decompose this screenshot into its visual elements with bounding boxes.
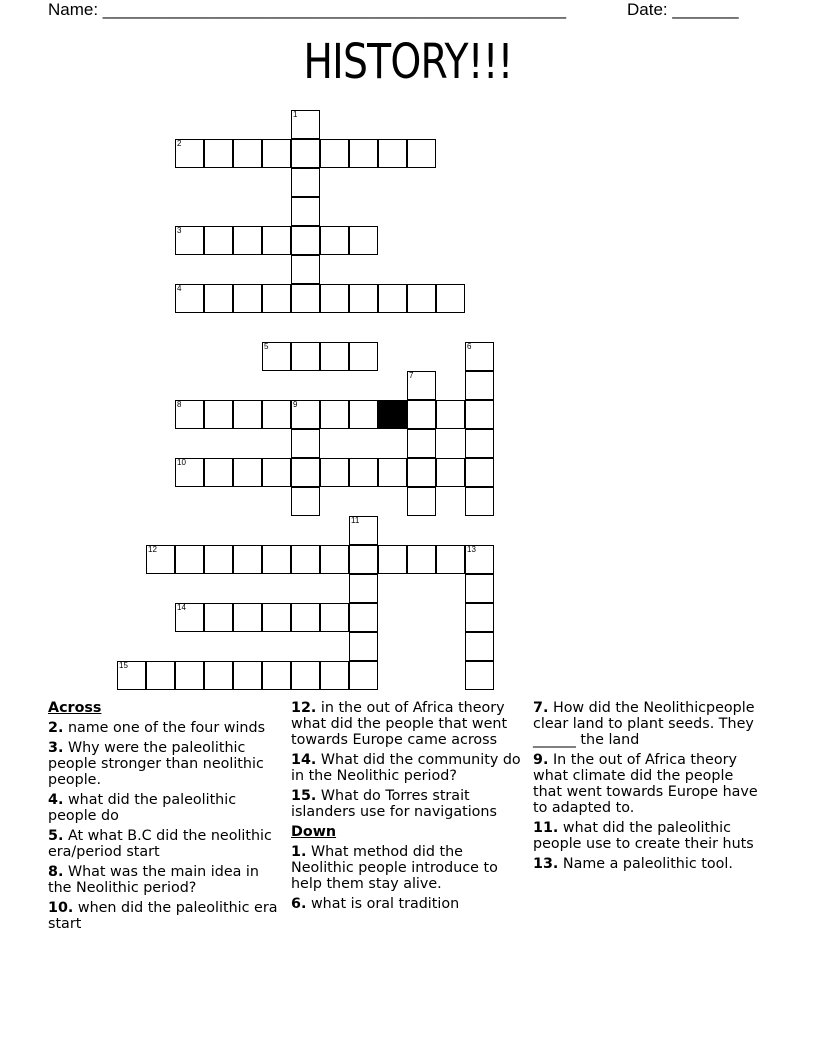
answer-cell[interactable]: [291, 487, 320, 516]
answer-cell[interactable]: [349, 574, 378, 603]
cell-number: 9: [293, 400, 298, 409]
answer-cell[interactable]: [349, 139, 378, 168]
answer-cell[interactable]: [204, 226, 233, 255]
answer-cell[interactable]: [204, 545, 233, 574]
answer-cell[interactable]: [349, 458, 378, 487]
cell-number: 1: [293, 110, 298, 119]
answer-cell[interactable]: [291, 139, 320, 168]
answer-cell[interactable]: [175, 545, 204, 574]
answer-cell[interactable]: [465, 371, 494, 400]
answer-cell[interactable]: [204, 603, 233, 632]
cell-number: 7: [409, 371, 414, 380]
answer-cell[interactable]: [349, 226, 378, 255]
answer-cell[interactable]: [320, 226, 349, 255]
clue-across-10: 10. when did the paleolithic era start: [48, 900, 278, 932]
answer-cell[interactable]: [407, 400, 436, 429]
answer-cell[interactable]: [465, 661, 494, 690]
answer-cell[interactable]: [291, 226, 320, 255]
answer-cell[interactable]: [320, 139, 349, 168]
answer-cell[interactable]: [291, 603, 320, 632]
answer-cell[interactable]: [175, 661, 204, 690]
clue-down-1: 1. What method did the Neolithic people introduce to help them stay alive.: [291, 844, 498, 892]
answer-cell[interactable]: [378, 458, 407, 487]
answer-cell[interactable]: [349, 284, 378, 313]
answer-cell[interactable]: [175, 226, 204, 255]
answer-cell[interactable]: [175, 458, 204, 487]
cell-number: 3: [177, 226, 182, 235]
answer-cell[interactable]: [233, 284, 262, 313]
answer-cell[interactable]: [407, 458, 436, 487]
clue-down-6: 6. what is oral tradition: [291, 896, 460, 912]
answer-cell[interactable]: [378, 545, 407, 574]
answer-cell[interactable]: [465, 574, 494, 603]
answer-cell[interactable]: [262, 603, 291, 632]
answer-cell[interactable]: [291, 342, 320, 371]
answer-cell[interactable]: [204, 139, 233, 168]
answer-cell[interactable]: [262, 284, 291, 313]
answer-cell[interactable]: [320, 400, 349, 429]
clue-across-5: 5. At what B.C did the neolithic era/period start: [48, 828, 272, 860]
answer-cell[interactable]: [291, 661, 320, 690]
answer-cell[interactable]: [320, 603, 349, 632]
answer-cell[interactable]: [233, 545, 262, 574]
clue-down-9: 9. In the out of Africa theory what climate did the people that went towards Europe have to adapted to.: [533, 752, 758, 816]
answer-cell[interactable]: [407, 371, 436, 400]
down-heading: Down: [291, 824, 337, 840]
clue-column-3: [533, 700, 763, 876]
answer-cell[interactable]: [465, 342, 494, 371]
cell-number: 11: [351, 516, 360, 525]
answer-cell[interactable]: [320, 458, 349, 487]
clue-column-2: [291, 700, 521, 916]
answer-cell[interactable]: [204, 458, 233, 487]
answer-cell[interactable]: [349, 545, 378, 574]
answer-cell[interactable]: [465, 545, 494, 574]
clue-across-12: 12. in the out of Africa theory what did the people that went towards Europe came across: [291, 700, 508, 748]
date-field-label: Date: _______: [627, 0, 739, 19]
cell-number: 13: [467, 545, 476, 554]
answer-cell[interactable]: [291, 429, 320, 458]
answer-cell[interactable]: [291, 197, 320, 226]
answer-cell[interactable]: [262, 400, 291, 429]
answer-cell[interactable]: [233, 139, 262, 168]
answer-cell[interactable]: [465, 458, 494, 487]
answer-cell[interactable]: [262, 545, 291, 574]
answer-cell[interactable]: [465, 400, 494, 429]
clue-across-3: 3. Why were the paleolithic people stronger than neolithic people.: [48, 740, 264, 788]
answer-cell[interactable]: [146, 661, 175, 690]
answer-cell[interactable]: [262, 458, 291, 487]
answer-cell[interactable]: [465, 632, 494, 661]
cell-number: 15: [119, 661, 128, 670]
clue-across-4: 4. what did the paleolithic people do: [48, 792, 237, 824]
answer-cell[interactable]: [378, 139, 407, 168]
answer-cell[interactable]: [349, 603, 378, 632]
clue-across-15: 15. What do Torres strait islanders use for navigations: [291, 788, 497, 820]
answer-cell[interactable]: [291, 284, 320, 313]
answer-cell[interactable]: [262, 226, 291, 255]
answer-cell[interactable]: [320, 284, 349, 313]
cell-number: 4: [177, 284, 182, 293]
answer-cell[interactable]: [204, 661, 233, 690]
answer-cell[interactable]: [349, 342, 378, 371]
answer-cell[interactable]: [291, 400, 320, 429]
clue-column-1: [48, 700, 278, 936]
cell-number: 10: [177, 458, 186, 467]
answer-cell[interactable]: [378, 284, 407, 313]
answer-cell[interactable]: [175, 284, 204, 313]
clue-across-14: 14. What did the community do in the Neolithic period?: [291, 752, 521, 784]
cell-number: 12: [148, 545, 157, 554]
answer-cell[interactable]: [204, 284, 233, 313]
answer-cell[interactable]: [407, 545, 436, 574]
answer-cell[interactable]: [262, 342, 291, 371]
answer-cell[interactable]: [291, 458, 320, 487]
answer-cell[interactable]: [117, 661, 146, 690]
answer-cell[interactable]: [262, 661, 291, 690]
clue-across-2: 2. name one of the four winds: [48, 720, 266, 736]
answer-cell[interactable]: [233, 603, 262, 632]
answer-cell[interactable]: [175, 139, 204, 168]
answer-cell[interactable]: [291, 110, 320, 139]
answer-cell[interactable]: [320, 545, 349, 574]
clue-across-8: 8. What was the main idea in the Neolithic period?: [48, 864, 259, 896]
answer-cell[interactable]: [233, 458, 262, 487]
answer-cell[interactable]: [407, 284, 436, 313]
black-square: [378, 400, 407, 429]
across-heading: Across: [48, 700, 102, 716]
answer-cell[interactable]: [349, 632, 378, 661]
answer-cell[interactable]: [320, 661, 349, 690]
cell-number: 14: [177, 603, 186, 612]
cell-number: 6: [467, 342, 472, 351]
answer-cell[interactable]: [262, 139, 291, 168]
cell-number: 2: [177, 139, 182, 148]
answer-cell[interactable]: [349, 661, 378, 690]
answer-cell[interactable]: [436, 284, 465, 313]
answer-cell[interactable]: [465, 487, 494, 516]
answer-cell[interactable]: [436, 458, 465, 487]
answer-cell[interactable]: [349, 400, 378, 429]
answer-cell[interactable]: [204, 400, 233, 429]
answer-cell[interactable]: [407, 139, 436, 168]
answer-cell[interactable]: [291, 168, 320, 197]
answer-cell[interactable]: [407, 487, 436, 516]
answer-cell[interactable]: [233, 661, 262, 690]
answer-cell[interactable]: [465, 429, 494, 458]
answer-cell[interactable]: [146, 545, 175, 574]
clue-down-7: 7. How did the Neolithicpeople clear land to plant seeds. They ______ the land: [533, 700, 755, 748]
puzzle-title: HISTORY!!!: [303, 34, 513, 90]
answer-cell[interactable]: [465, 603, 494, 632]
cell-number: 5: [264, 342, 269, 351]
name-field-label: Name: _________________________________________________: [48, 0, 567, 19]
answer-cell[interactable]: [407, 429, 436, 458]
cell-number: 8: [177, 400, 182, 409]
answer-cell[interactable]: [349, 516, 378, 545]
answer-cell[interactable]: [291, 545, 320, 574]
answer-cell[interactable]: [320, 342, 349, 371]
answer-cell[interactable]: [436, 545, 465, 574]
answer-cell[interactable]: [233, 226, 262, 255]
answer-cell[interactable]: [233, 400, 262, 429]
clue-down-11: 11. what did the paleolithic people use to create their huts: [533, 820, 754, 852]
answer-cell[interactable]: [436, 400, 465, 429]
clue-down-13: 13. Name a paleolithic tool.: [533, 856, 733, 872]
answer-cell[interactable]: [175, 603, 204, 632]
answer-cell[interactable]: [291, 255, 320, 284]
answer-cell[interactable]: [175, 400, 204, 429]
